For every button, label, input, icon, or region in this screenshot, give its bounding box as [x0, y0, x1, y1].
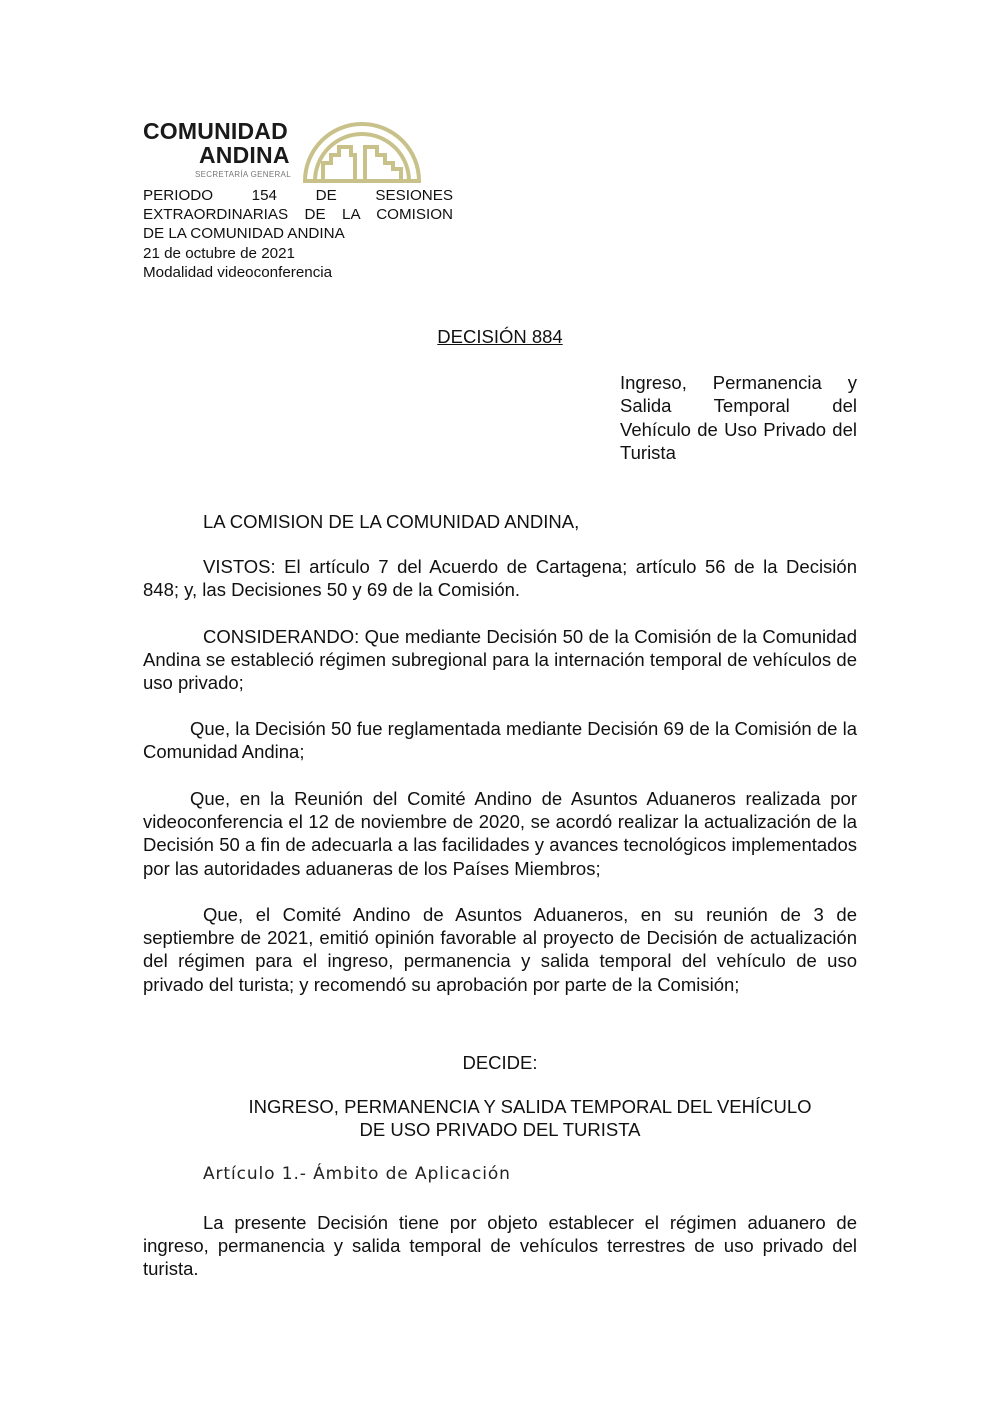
- que-text-1: Que, la Decisión 50 fue reglamentada mediante Decisión 69 de la Comisión de la Comunidad Andina;: [143, 718, 857, 763]
- addressee: [143, 510, 857, 533]
- header-line-2: EXTRAORDINARIAS DE LA COMISION: [143, 206, 453, 224]
- header-modality: Modalidad videoconferencia: [143, 263, 333, 281]
- considerando-paragraph: [143, 625, 857, 695]
- que-text-3: Que, el Comité Andino de Asuntos Aduaneros, en su reunión de 3 de septiembre de 2021, emitió opinión favorable al proyecto de Decisión de actualización del régimen para el ingreso, permanencia y salida temporal del vehículo de uso privado del turista; y recomendó su aprobación por parte de la Comisión;: [143, 904, 857, 995]
- andean-arch-icon: [301, 117, 423, 183]
- article-1-paragraph: [143, 1211, 857, 1281]
- decision-subject: Ingreso, Permanencia y Salida Temporal del Vehículo de Uso Privado del Turista: [620, 372, 857, 463]
- que-text-2: Que, en la Reunión del Comité Andino de Asuntos Aduaneros realizada por videoconferencia el 12 de noviembre de 2020, se acordó realizar la actualización de la Decisión 50 a fin de adecuarla a las facilidades y avances tecnológicos implementados por las autoridades aduaneras de los Países Miembros;: [143, 788, 857, 879]
- section-heading-line-2: DE USO PRIVADO DEL TURISTA: [359, 1119, 641, 1140]
- decide-heading: DECIDE:: [462, 1052, 538, 1073]
- header-date: 21 de octubre de 2021: [143, 244, 296, 262]
- section-heading-line-1: INGRESO, PERMANENCIA Y SALIDA TEMPORAL DEL VEHÍCULO: [248, 1096, 812, 1117]
- article-1-text: La presente Decisión tiene por objeto establecer el régimen aduanero de ingreso, permanencia y salida temporal de vehículos terrestres de uso privado del turista.: [143, 1212, 857, 1280]
- que-paragraph-2: [143, 787, 857, 880]
- considerando-text: CONSIDERANDO: Que mediante Decisión 50 de la Comisión de la Comunidad Andina se estableció régimen subregional para la internación temporal de vehículos de uso privado;: [143, 626, 857, 694]
- vistos-text: VISTOS: El artículo 7 del Acuerdo de Cartagena; artículo 56 de la Decisión 848; y, las Decisiones 50 y 69 de la Comisión.: [143, 556, 857, 601]
- logo-text-line2: ANDINA: [199, 142, 290, 168]
- header-line-1: PERIODO 154 DE SESIONES: [143, 187, 453, 204]
- article-1-title: Artículo 1.- Ámbito de Aplicación: [203, 1164, 511, 1184]
- decision-title: DECISIÓN 884: [437, 326, 563, 347]
- header-line-3: DE LA COMUNIDAD ANDINA: [143, 225, 345, 243]
- que-paragraph-3: [143, 903, 857, 996]
- que-paragraph-1: [143, 717, 857, 763]
- vistos-paragraph: [143, 555, 857, 601]
- session-header: [143, 186, 453, 282]
- logo-subtitle: SECRETARÍA GENERAL: [195, 170, 291, 179]
- comunidad-andina-logo: [143, 117, 433, 183]
- logo-text-line1: COMUNIDAD: [143, 118, 288, 144]
- addressee-text: LA COMISION DE LA COMUNIDAD ANDINA,: [203, 511, 580, 532]
